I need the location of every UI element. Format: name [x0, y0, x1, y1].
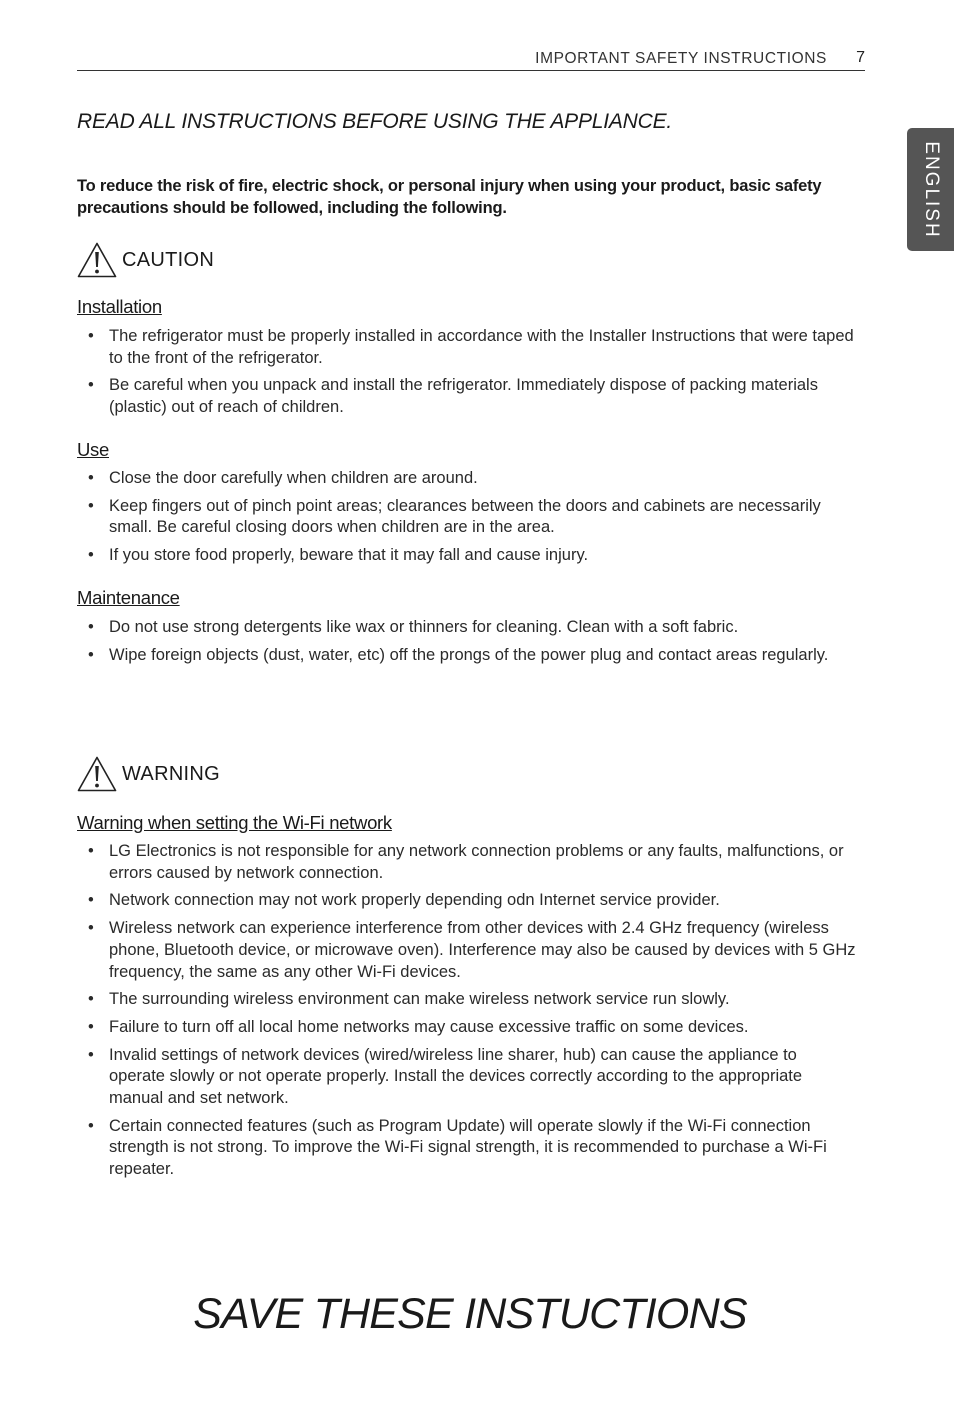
wifi-warning-list: [77, 841, 857, 1187]
language-tab: [907, 128, 954, 251]
list-item: • Wipe foreign objects (dust, water, etc) off the prongs of the power plug and contact areas regularly.: [77, 645, 857, 667]
warning-heading: [77, 756, 220, 792]
wifi-warning-title: Warning when setting the Wi-Fi network: [77, 812, 392, 833]
list-item: • Network connection may not work properly depending odn Internet service provider.: [77, 890, 857, 912]
page-number: 7: [856, 49, 865, 66]
list-item: • Do not use strong detergents like wax or thinners for cleaning. Clean with a soft fabric.: [77, 617, 857, 639]
list-item: • Keep fingers out of pinch point areas; clearances between the doors and cabinets are necessarily small. Be careful closing doors when children are in the area.: [77, 496, 857, 539]
page-header: [77, 48, 865, 71]
use-list: [77, 468, 857, 573]
warning-triangle-icon: [77, 242, 117, 278]
list-item: • Invalid settings of network devices (wired/wireless line sharer, hub) can cause the appliance to operate slowly or not operate properly. Install the devices correctly according to the appropriate manual and set network.: [77, 1045, 857, 1110]
installation-list: [77, 326, 857, 425]
save-instructions-heading: SAVE THESE INSTUCTIONS: [193, 1290, 747, 1338]
language-tab-label: ENGLISH: [920, 140, 942, 239]
use-title: Use: [77, 439, 109, 460]
installation-title: Installation: [77, 296, 162, 317]
header-title: IMPORTANT SAFETY INSTRUCTIONS: [535, 50, 827, 67]
warning-label: WARNING: [122, 762, 221, 785]
maintenance-title: Maintenance: [77, 587, 180, 608]
list-item: • LG Electronics is not responsible for any network connection problems or any faults, malfunctions, or errors caused by network connection.: [77, 841, 857, 884]
intro-paragraph: To reduce the risk of fire, electric shock, or personal injury when using your product, basic safety precautions should be followed, including the following.: [77, 177, 822, 217]
list-item: • If you store food properly, beware that it may fall and cause injury.: [77, 545, 857, 567]
list-item: • Close the door carefully when children are around.: [77, 468, 857, 490]
list-item: • Be careful when you unpack and install the refrigerator. Immediately dispose of packing materials (plastic) out of reach of children.: [77, 375, 857, 418]
list-item: • Wireless network can experience interference from other devices with 2.4 GHz frequency (wireless phone, Bluetooth device, or microwave oven). Interference may also be caused by devices with 5 GHz frequency, the same as any other Wi-Fi devices.: [77, 918, 857, 983]
caution-heading: [77, 242, 214, 278]
warning-triangle-icon: [77, 756, 117, 792]
maintenance-list: [77, 617, 857, 672]
list-item: • Failure to turn off all local home networks may cause excessive traffic on some devices.: [77, 1017, 857, 1039]
list-item: • The refrigerator must be properly installed in accordance with the Installer Instructions that were taped to the front of the refrigerator.: [77, 326, 857, 369]
list-item: • The surrounding wireless environment can make wireless network service run slowly.: [77, 989, 857, 1011]
list-item: • Certain connected features (such as Program Update) will operate slowly if the Wi-Fi connection strength is not strong. To improve the Wi-Fi signal strength, it is recommended to purchase a Wi-Fi repeater.: [77, 1116, 857, 1181]
caution-label: CAUTION: [122, 248, 215, 271]
main-heading: READ ALL INSTRUCTIONS BEFORE USING THE APPLIANCE.: [77, 110, 673, 133]
